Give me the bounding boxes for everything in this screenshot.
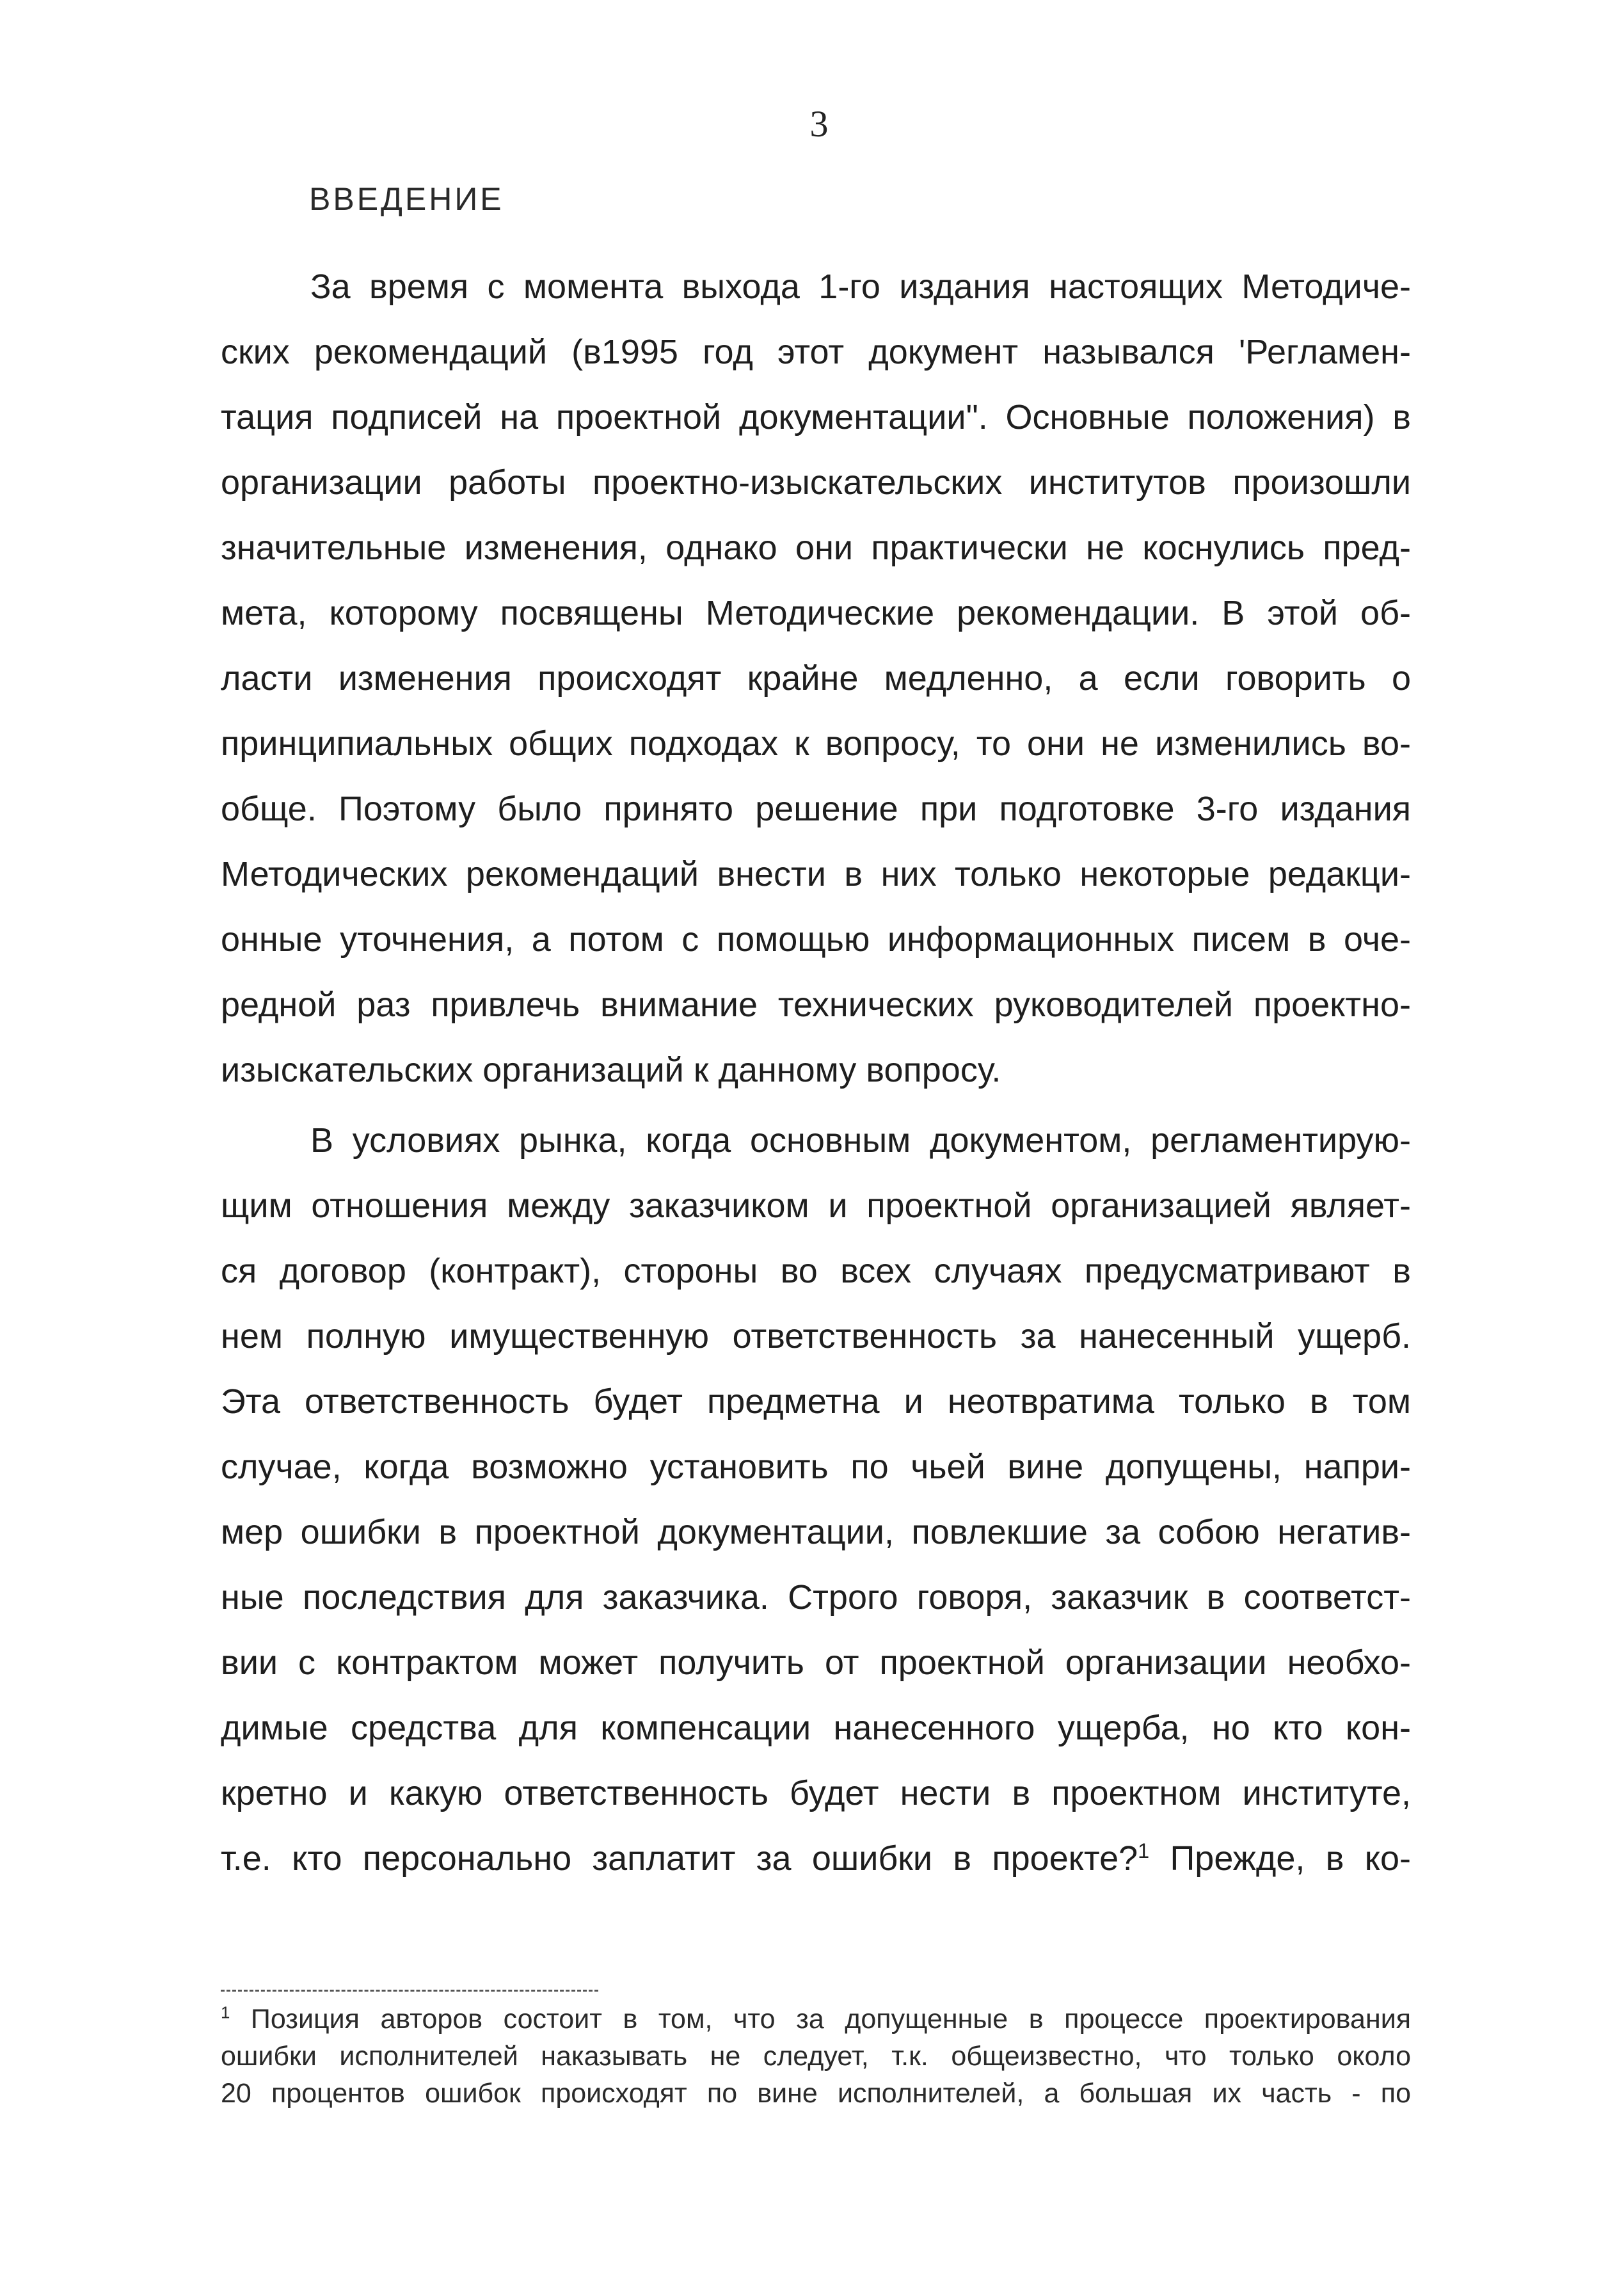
text-line: обще. Поэтому было принято решение при подготовке 3-го издания [221, 790, 1411, 828]
text-line: ских рекомендаций (в1995 год этот документ назывался 'Регламен- [221, 333, 1411, 371]
text-line: За время с момента выхода 1-го издания настоящих Методиче- [310, 268, 1411, 306]
text-line: тация подписей на проектной документации". Основные положения) в [221, 398, 1411, 436]
text-fragment: т.е. кто персонально заплатит за ошибки в проекте? [221, 1839, 1138, 1878]
text-line: ся договор (контракт), стороны во всех случаях предусматривают в [221, 1252, 1411, 1290]
text-line: организации работы проектно-изыскательских институтов произошли [221, 463, 1411, 502]
text-line: случае, когда возможно установить по чьей вине допущены, напри- [221, 1448, 1411, 1486]
text-line: мер ошибки в проектной документации, повлекшие за собою негатив- [221, 1513, 1411, 1551]
text-line: нем полную имущественную ответственность за нанесенный ущерб. [221, 1317, 1411, 1355]
footnote-separator [221, 1990, 598, 1992]
text-line: ные последствия для заказчика. Строго говоря, заказчик в соответст- [221, 1578, 1411, 1617]
text-line: мета, которому посвящены Методические рекомендации. В этой об- [221, 594, 1411, 632]
text-line: изыскательских организаций к данному вопросу. [221, 1051, 1001, 1089]
text-line: щим отношения между заказчиком и проектной организацией являет- [221, 1187, 1411, 1225]
text-line: ласти изменения происходят крайне медленно, а если говорить о [221, 659, 1411, 698]
footnote-text: Позиция авторов состоит в том, что за допущенные в процессе проектирования [250, 2004, 1412, 2034]
text-line: Методических рекомендаций внести в них только некоторые редакци- [221, 855, 1411, 893]
text-line: вии с контрактом может получить от проектной организации необхо- [221, 1643, 1411, 1682]
text-line: кретно и какую ответственность будет нести в проектном институте, [221, 1774, 1411, 1812]
section-heading: ВВЕДЕНИЕ [309, 181, 504, 217]
text-line: В условиях рынка, когда основным документом, регламентирую- [310, 1121, 1411, 1160]
text-line: принципиальных общих подходах к вопросу, то они не изменились во- [221, 724, 1411, 763]
text-fragment: Прежде, в ко- [1149, 1839, 1411, 1878]
text-line [221, 1833, 1411, 1884]
text-line: димые средства для компенсации нанесенного ущерба, но кто кон- [221, 1709, 1411, 1747]
footnote-marker: 1 [221, 2004, 230, 2022]
text-line: редной раз привлечь внимание технических руководителей проектно- [221, 986, 1411, 1024]
text-line: значительные изменения, однако они практически не коснулись пред- [221, 529, 1411, 567]
footnote-line: ошибки исполнителей наказывать не следует, т.к. общеизвестно, что только около [221, 2041, 1411, 2072]
page-number: 3 [809, 103, 829, 145]
footnote-line: 20 процентов ошибок происходят по вине исполнителей, а большая их часть - по [221, 2078, 1411, 2109]
text-line: онные уточнения, а потом с помощью информационных писем в оче- [221, 920, 1411, 959]
text-line: Эта ответственность будет предметна и неотвратима только в том [221, 1382, 1411, 1421]
footnote-line [221, 2002, 1411, 2036]
footnote-reference[interactable]: 1 [1138, 1839, 1150, 1862]
